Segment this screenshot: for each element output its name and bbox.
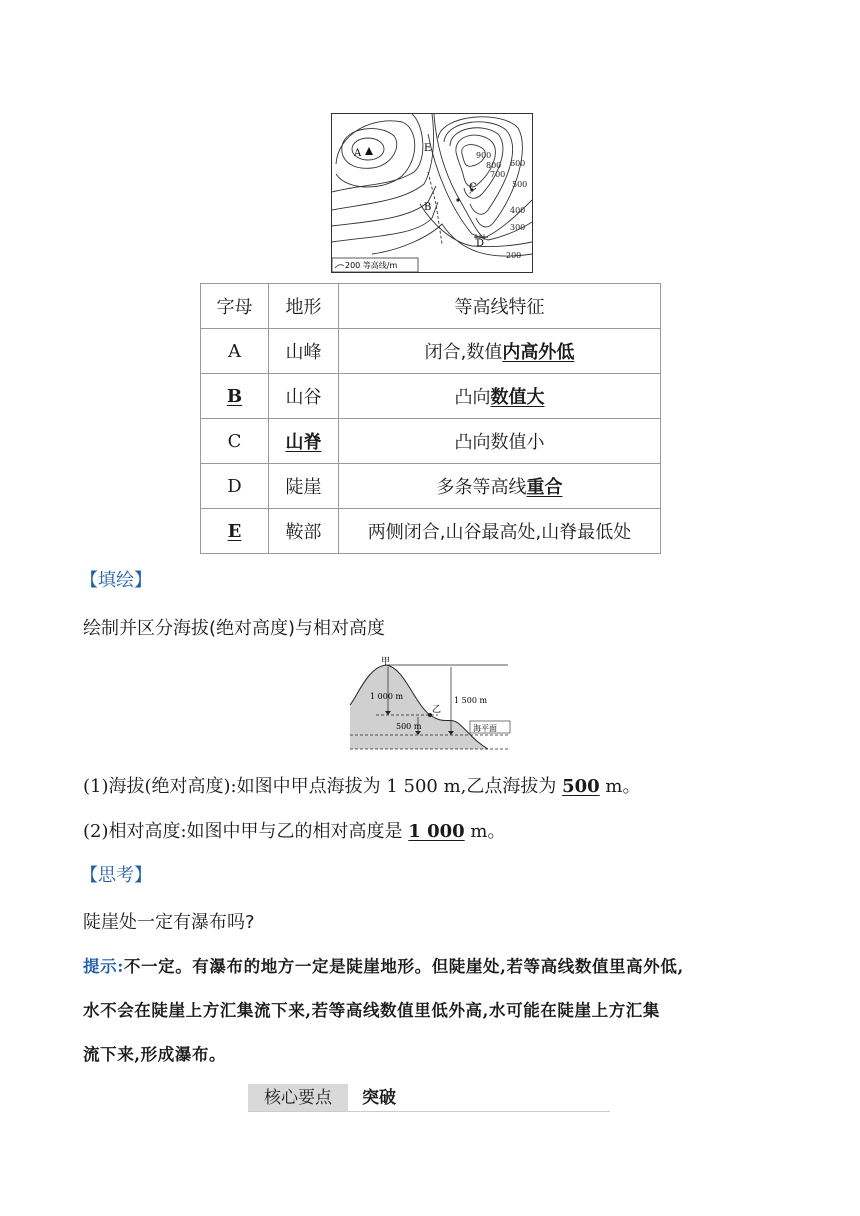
- table-row: [201, 509, 661, 554]
- feature-text: 闭合,数值: [424, 342, 503, 363]
- hint-line-2: 水不会在陡崖上方汇集流下来,若等高线数值里低外高,水可能在陡崖上方汇集: [83, 1001, 660, 1020]
- point-jia: 甲: [381, 657, 391, 667]
- label-1500m: 1 500 m: [454, 696, 488, 705]
- feature-answer: 数值大: [490, 387, 545, 408]
- fill-title: 绘制并区分海拔(绝对高度)与相对高度: [83, 618, 386, 639]
- banner-underline: [248, 1111, 610, 1112]
- question-2: [83, 817, 505, 843]
- label-500m: 500 m: [396, 722, 422, 731]
- cell-terrain-answer: 山脊: [269, 419, 339, 464]
- contour-map-figure: [331, 113, 533, 273]
- cell-feature: 两侧闭合,山谷最高处,山脊最低处: [339, 509, 661, 554]
- section-banner: [248, 1084, 610, 1112]
- hint-label: 提示:: [83, 957, 124, 976]
- label-b: B: [424, 202, 432, 213]
- elev-500: 500: [512, 180, 528, 189]
- label-d: D: [476, 238, 485, 249]
- think-question: 陡崖处一定有瀑布吗?: [83, 912, 255, 933]
- feature-answer: 内高外低: [502, 342, 575, 363]
- q1-answer: 500: [562, 776, 600, 797]
- table-row: [201, 464, 661, 509]
- cell-feature: [339, 464, 661, 509]
- hint-line-3: 流下来,形成瀑布。: [83, 1045, 227, 1064]
- cell-feature: [339, 374, 661, 419]
- cell-letter-answer: E: [201, 509, 269, 554]
- point-yi: 乙: [432, 705, 442, 715]
- table-row: [201, 419, 661, 464]
- cell-letter-answer: B: [201, 374, 269, 419]
- feature-answer: 重合: [526, 477, 563, 498]
- label-1000m: 1 000 m: [370, 692, 404, 701]
- banner-left: 核心要点: [248, 1084, 348, 1112]
- label-a: A: [354, 148, 362, 159]
- elevation-profile-figure: [348, 655, 513, 755]
- q1-unit: m。: [599, 776, 641, 797]
- contour-legend: 200 等高线/m: [345, 261, 398, 270]
- cell-feature: 凸向数值小: [339, 419, 661, 464]
- cell-terrain: 鞍部: [269, 509, 339, 554]
- section-think-heading: 【思考】: [80, 865, 152, 886]
- cell-letter: C: [201, 419, 269, 464]
- table-row: [201, 374, 661, 419]
- table-header-row: [201, 284, 661, 329]
- q2-answer: 1 000: [408, 821, 465, 842]
- hint-line-1: [83, 953, 684, 977]
- elev-300: 300: [510, 223, 526, 232]
- cell-feature: [339, 329, 661, 374]
- label-c: C: [469, 182, 477, 193]
- elev-700: 700: [490, 170, 506, 179]
- elev-900: 900: [476, 151, 492, 160]
- q2-unit: m。: [464, 821, 506, 842]
- cell-terrain: 陡崖: [269, 464, 339, 509]
- cell-letter: D: [201, 464, 269, 509]
- terrain-table: [200, 283, 661, 554]
- question-1: [83, 772, 640, 798]
- q1-text: (1)海拔(绝对高度):如图中甲点海拔为 1 500 m,乙点海拔为: [83, 776, 563, 797]
- header-letter: 字母: [201, 284, 269, 329]
- label-sea-level: 海平面: [473, 724, 497, 733]
- elev-600: 600: [510, 159, 526, 168]
- label-e: E: [424, 143, 432, 154]
- feature-text: 凸向: [454, 387, 491, 408]
- cell-letter: A: [201, 329, 269, 374]
- section-fill-heading: 【填绘】: [80, 570, 152, 591]
- elev-400: 400: [510, 206, 526, 215]
- summit-triangle-icon: [365, 147, 373, 155]
- banner-right: 突破: [362, 1088, 396, 1108]
- cell-terrain: 山谷: [269, 374, 339, 419]
- elev-800: 800: [486, 161, 502, 170]
- feature-text: 多条等高线: [436, 477, 527, 498]
- hint-text-1: 不一定。有瀑布的地方一定是陡崖地形。但陡崖处,若等高线数值里高外低,: [123, 957, 684, 976]
- header-terrain: 地形: [269, 284, 339, 329]
- table-row: [201, 329, 661, 374]
- elev-200: 200: [506, 251, 522, 260]
- cell-terrain: 山峰: [269, 329, 339, 374]
- q2-text: (2)相对高度:如图中甲与乙的相对高度是: [83, 821, 409, 842]
- header-feature: 等高线特征: [339, 284, 661, 329]
